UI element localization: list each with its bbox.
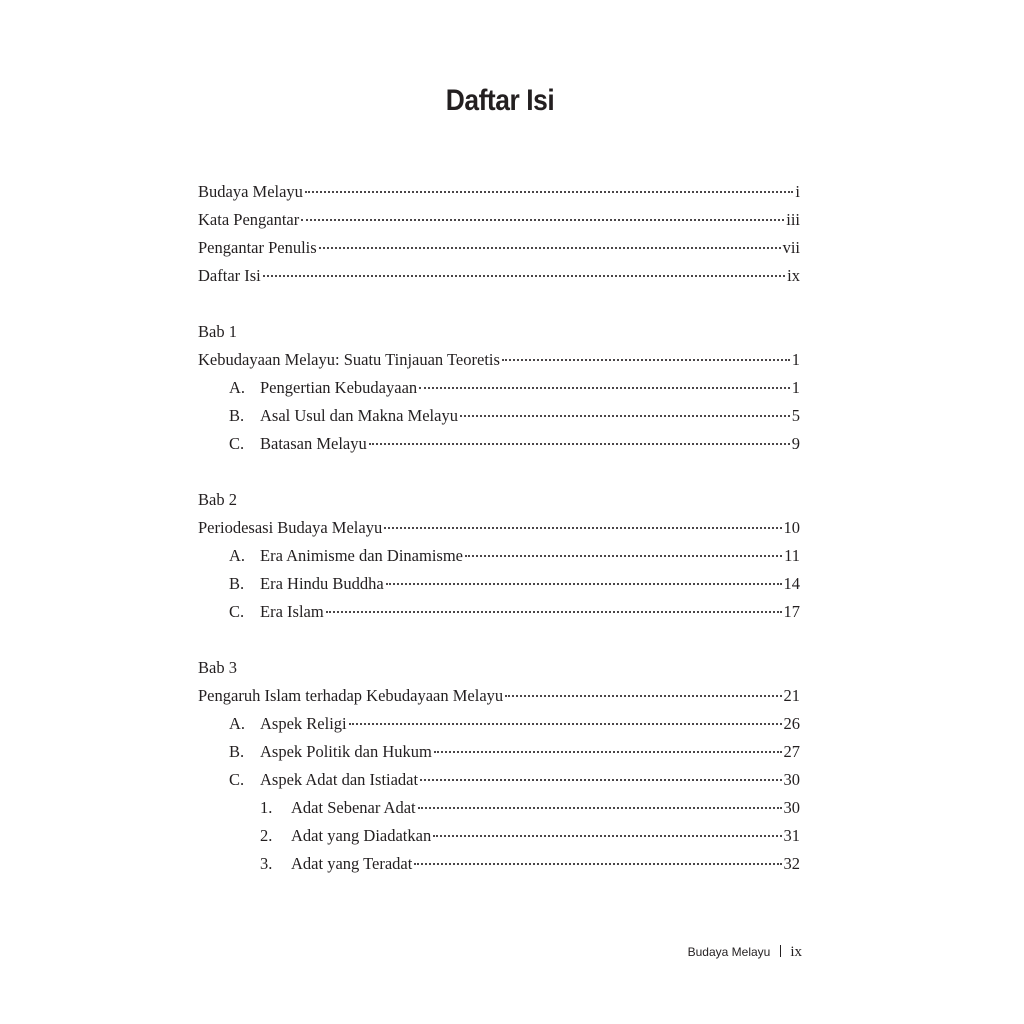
toc-page-number: 32 (783, 854, 800, 873)
toc-chapter-2 (198, 514, 800, 542)
page-title: Daftar Isi (445, 84, 555, 118)
toc-section (198, 542, 800, 570)
dot-leader (349, 722, 782, 725)
page-footer (688, 944, 802, 961)
dot-leader (369, 442, 790, 445)
toc-section (198, 570, 800, 598)
subsection-marker: 3. (260, 854, 273, 873)
toc-page-number: 30 (783, 770, 800, 789)
toc-page-number: 21 (783, 686, 800, 705)
toc-entry-kata-pengantar (198, 206, 800, 234)
toc-section (198, 402, 800, 430)
dot-leader (460, 414, 790, 417)
dot-leader (319, 246, 781, 249)
toc-page-number: 9 (791, 434, 800, 453)
toc-page-number: iii (786, 210, 800, 229)
subsection-marker: 2. (260, 826, 273, 845)
footer-page-number: ix (790, 944, 802, 960)
spacer (198, 290, 800, 318)
toc-page-number: 5 (791, 406, 800, 425)
toc-entry-title: Aspek Religi (260, 714, 347, 733)
dot-leader (263, 274, 785, 277)
spacer (198, 626, 800, 654)
toc-entry-title: Era Animisme dan Dinamisme (260, 546, 464, 565)
spacer (198, 458, 800, 486)
toc-entry-title: Kebudayaan Melayu: Suatu Tinjauan Teoretis (198, 350, 500, 369)
dot-leader (326, 610, 782, 613)
toc-subsection (198, 794, 800, 822)
toc-entry-title: Kata Pengantar (198, 210, 300, 229)
toc-entry-title: Pengaruh Islam terhadap Kebudayaan Melayu (198, 686, 504, 705)
toc-entry-title: Aspek Politik dan Hukum (260, 742, 432, 761)
toc-entry-title: Asal Usul dan Makna Melayu (260, 406, 458, 425)
toc-page-number: 1 (791, 350, 800, 369)
toc-entry-title: Periodesasi Budaya Melayu (198, 518, 383, 537)
toc-entry-title: Budaya Melayu (198, 182, 303, 201)
subsection-marker: 1. (260, 798, 273, 817)
section-marker: C. (229, 602, 245, 621)
toc-page-number: 14 (783, 574, 800, 593)
toc-section (198, 710, 800, 738)
toc-entry-title: Daftar Isi (198, 266, 261, 285)
dot-leader (305, 190, 793, 193)
dot-leader (419, 386, 790, 389)
dot-leader (502, 358, 790, 361)
dot-leader (301, 218, 784, 221)
toc-page-number: 31 (783, 826, 800, 845)
toc-section (198, 598, 800, 626)
dot-leader (433, 834, 781, 837)
toc-entry-budaya-melayu (198, 178, 800, 206)
toc-entry-pengantar-penulis (198, 234, 800, 262)
dot-leader (434, 750, 782, 753)
toc-section (198, 738, 800, 766)
toc-entry-title: Adat yang Diadatkan (291, 826, 432, 845)
toc-page-number: 1 (791, 378, 800, 397)
footer-divider (780, 945, 781, 957)
table-of-contents (198, 178, 800, 878)
chapter-label-bab-3: Bab 3 (198, 658, 237, 677)
toc-entry-title: Era Hindu Buddha (260, 574, 384, 593)
dot-leader (505, 694, 781, 697)
toc-page-number: 30 (783, 798, 800, 817)
toc-entry-title: Adat Sebenar Adat (291, 798, 416, 817)
section-marker: C. (229, 434, 245, 453)
dot-leader (418, 806, 782, 809)
toc-page-number: ix (787, 266, 800, 285)
section-marker: B. (229, 574, 245, 593)
toc-page-number: 27 (783, 742, 800, 761)
toc-section (198, 766, 800, 794)
toc-page-number: vii (782, 238, 800, 257)
toc-page-number: i (795, 182, 800, 201)
section-marker: A. (229, 378, 246, 397)
section-marker: B. (229, 742, 245, 761)
toc-entry-title: Aspek Adat dan Istiadat (260, 770, 419, 789)
toc-page-number: 17 (783, 602, 800, 621)
chapter-label-bab-1: Bab 1 (198, 322, 237, 341)
toc-entry-title: Pengantar Penulis (198, 238, 317, 257)
toc-page-number: 11 (784, 546, 800, 565)
toc-page-number: 26 (783, 714, 800, 733)
toc-page-number: 10 (783, 518, 800, 537)
section-marker: C. (229, 770, 245, 789)
toc-section (198, 374, 800, 402)
toc-subsection (198, 850, 800, 878)
dot-leader (465, 554, 782, 557)
dot-leader (386, 582, 782, 585)
section-marker: B. (229, 406, 245, 425)
dot-leader (420, 778, 781, 781)
toc-entry-title: Pengertian Kebudayaan (260, 378, 418, 397)
toc-entry-daftar-isi (198, 262, 800, 290)
toc-entry-title: Adat yang Teradat (291, 854, 413, 873)
chapter-label-bab-2: Bab 2 (198, 490, 237, 509)
section-marker: A. (229, 714, 246, 733)
toc-chapter-3 (198, 682, 800, 710)
toc-chapter-1 (198, 346, 800, 374)
toc-subsection (198, 822, 800, 850)
dot-leader (414, 862, 781, 865)
section-marker: A. (229, 546, 246, 565)
toc-entry-title: Batasan Melayu (260, 434, 367, 453)
dot-leader (384, 526, 781, 529)
toc-section (198, 430, 800, 458)
toc-entry-title: Era Islam (260, 602, 324, 621)
footer-book-title: Budaya Melayu (687, 945, 771, 959)
